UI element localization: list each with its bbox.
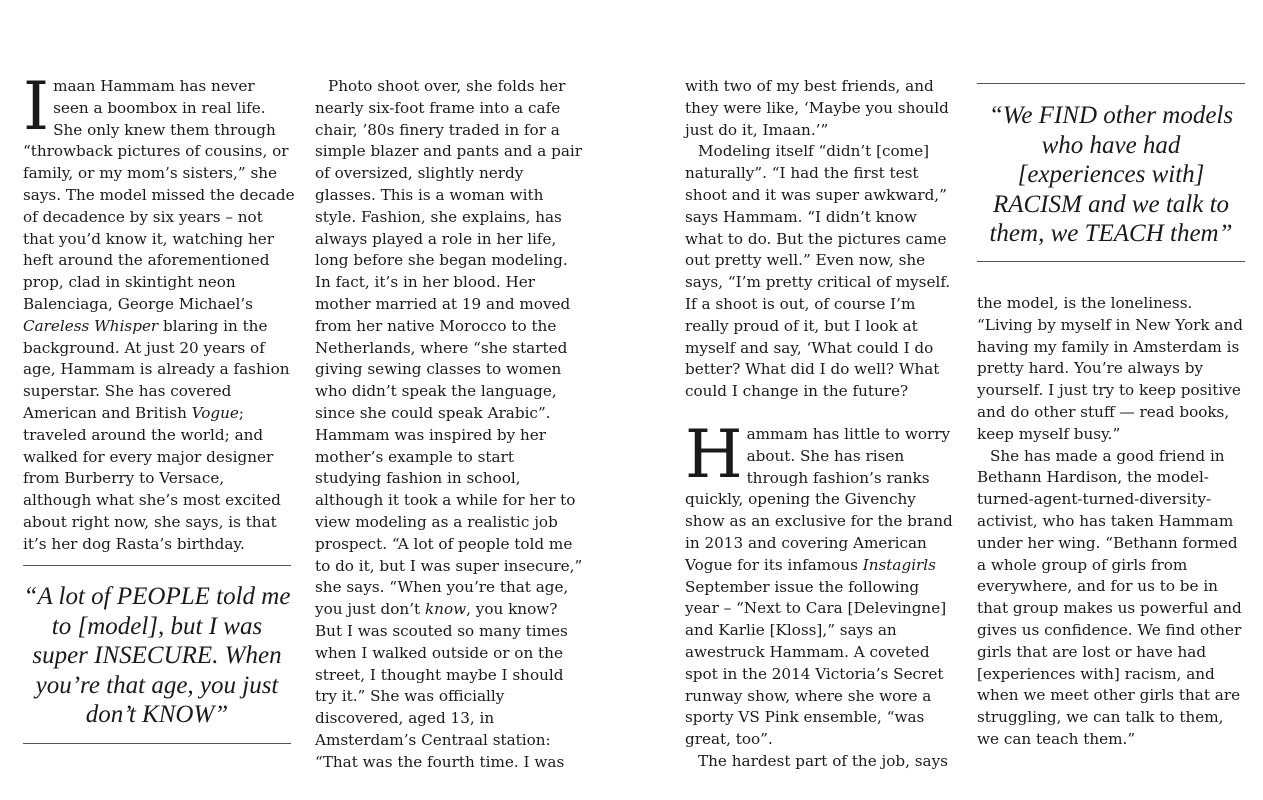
pullquote-1-top-rule bbox=[23, 565, 291, 566]
column-2 bbox=[315, 76, 585, 774]
column-3 bbox=[685, 76, 955, 773]
paragraph-photo-shoot bbox=[315, 76, 585, 774]
pullquote-1: “A lot of PEOPLE told me to [model], but I was super INSECURE. When you’re that age, you just don’t KNOW” bbox=[23, 583, 291, 728]
intro-text-2: blaring in the background. At just 20 years of age, Hammam is already a fashion superstar. She has covered American and British bbox=[23, 316, 290, 422]
paragraph-continued: with two of my best friends, and they were like, ‘Maybe you should just do it, Imaan.’” bbox=[685, 77, 949, 139]
pullquote-2: “We FIND other models who have had [experiences with] RACISM and we talk to them, we TEACH them” bbox=[988, 102, 1234, 247]
paragraph-modeling: Modeling itself “didn’t [come] naturally”. “I had the first test shoot and it was super awkward,” says Hammam. “I didn’t know what to do. But the pictures came out pretty well.” Even now, she says, “I’m pretty critical of myself. If a shoot is out, of course I’m really proud of it, but I look at myself and say, ‘What could I do better? What did I do well? What could I change in the future? bbox=[685, 142, 951, 401]
paragraph-rise bbox=[685, 415, 955, 751]
pullquote-2-bottom-rule bbox=[977, 261, 1245, 262]
intro-text-3: ; traveled around the world; and walked for every major designer from Burberry to Versace, although what she’s most excited about right now, she says, is that it’s her dog Rasta’s birthday. bbox=[23, 403, 281, 553]
col2-text-2: , you know? But I was scouted so many times when I walked outside or on the street, I thought maybe I should try it.” She was officially discovered, aged 13, in Amsterdam’s Centraal station: “That was the fourth time. I was bbox=[315, 600, 568, 771]
column-1 bbox=[23, 68, 295, 556]
issue-name: Instagirls bbox=[862, 555, 936, 574]
rise-text-2: September issue the following year – “Next to Cara [Delevingne] and Karlie [Kloss],” says an awestruck Hammam. A coveted spot in the 2014 Victoria’s Secret runway show, where she wore a sporty VS Pink ensemble, “was great, too”. bbox=[685, 577, 947, 749]
paragraph-loneliness: the model, is the loneliness. “Living by myself in New York and having my family in Amsterdam is pretty hard. You’re always by yourself. I just try to keep positive and do other stuff — read books, keep myself busy.” bbox=[977, 294, 1243, 443]
paragraph-intro bbox=[23, 68, 295, 556]
rise-text-1: ammam has little to worry about. She has risen through fashion’s ranks quickly, opening the Givenchy show as an exclusive for the brand in 2013 and covering American Vogue for its infamous bbox=[685, 424, 953, 574]
drop-cap-h: H bbox=[685, 415, 743, 493]
pullquote-2-top-rule bbox=[977, 83, 1245, 84]
paragraph-bethann: She has made a good friend in Bethann Hardison, the model-turned-agent-turned-diversity-activist, who has taken Hammam under her wing. “Bethann formed a whole group of girls from everywhere, and for us to be in that group makes us powerful and gives us confidence. We find other girls that are lost or have had [experiences with] racism, and when we meet other girls that are struggling, we can talk to them, we can teach them.” bbox=[977, 446, 1242, 748]
col2-text-1: Photo shoot over, she folds her nearly six-foot frame into a cafe chair, ’80s finery traded in for a simple blazer and pants and a pair of oversized, slightly nerdy glasses. This is a woman with style. Fashion, she explains, has always played a role in her life, long before she began modeling. In fact, it’s in her blood. Her mother married at 19 and moved from her native Morocco to the Netherlands, where “she started giving sewing classes to women who didn’t speak the language, since she could speak Arabic”. Hammam was inspired by her mother’s example to start studying fashion in school, although it took a while for her to view modeling as a realistic job prospect. “A lot of people told me to do it, but I was super insecure,” she says. “When you’re that age, you just don’t bbox=[315, 77, 583, 619]
song-title: Careless Whisper bbox=[23, 316, 159, 335]
intro-text-1: maan Hammam has never seen a boombox in real life. She only knew them through “throwback pictures of cousins, or family, or my mom’s sisters,” she says. The model missed the decade of decadence by six years – not that you’d know it, watching her heft around the aforementioned prop, clad in skintight neon Balenciaga, George Michael’s bbox=[23, 77, 295, 313]
paragraph-hardest-part: The hardest part of the job, says bbox=[698, 751, 948, 770]
drop-cap-i: I bbox=[23, 68, 50, 145]
pullquote-1-bottom-rule bbox=[23, 743, 291, 744]
col2-emphasis: know bbox=[424, 600, 467, 619]
column-4 bbox=[977, 293, 1247, 751]
magazine-name: Vogue bbox=[191, 403, 239, 422]
